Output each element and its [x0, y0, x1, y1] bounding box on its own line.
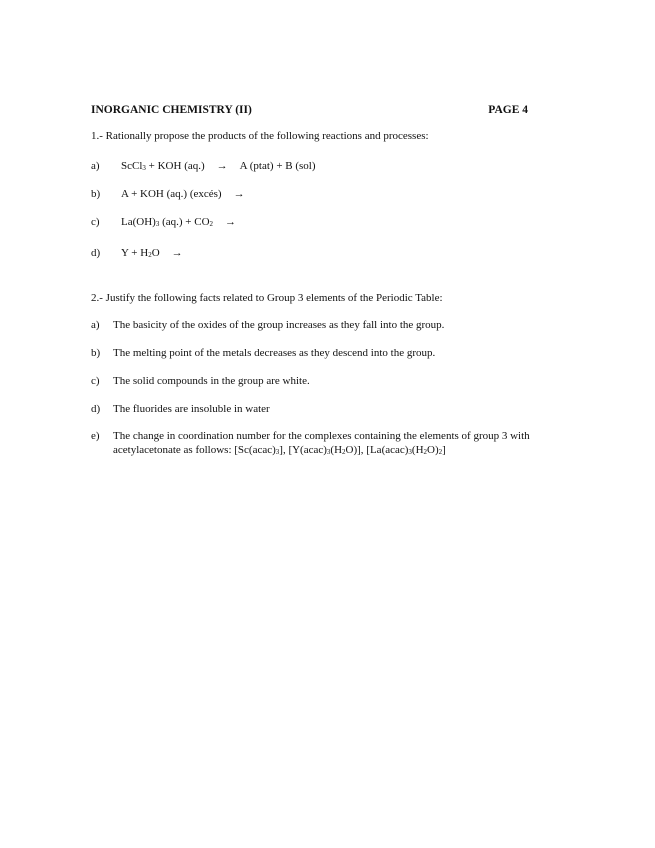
item-label: c) — [91, 375, 100, 387]
item-text: The basicity of the oxides of the group increases as they fall into the group. — [113, 319, 445, 331]
item-label: e) — [91, 430, 100, 442]
reaction-a: ScCl$_3$ + KOH (aq.) → A (ptat) + B (sol) — [121, 160, 316, 172]
question-1-title: 1.- Rationally propose the products of the following reactions and processes: — [91, 130, 429, 142]
reaction-arrow-icon: → — [216, 160, 228, 172]
reaction-arrow-icon: → — [171, 247, 183, 259]
item-text: The solid compounds in the group are white. — [113, 375, 310, 387]
item-label: d) — [91, 247, 101, 259]
reaction-d: $Y + H_2O$ → — [121, 247, 183, 259]
reaction-b: A + KOH (aq.) (excés) → — [121, 188, 245, 200]
item-text: The change in coordination number for the complexes containing the elements of group 3 with acetylacetonate as follows: $[Sc(acac)_3]$, $[Y(acac)_3(H_2O)]$, $[La(acac)_3(H_2O)_2]$ — [113, 430, 530, 456]
item-text: The melting point of the metals decreases as they descend into the group. — [113, 347, 436, 359]
item-label: a) — [91, 319, 100, 331]
question-2-title: 2.- Justify the following facts related to Group 3 elements of the Periodic Table: — [91, 292, 443, 304]
page-number: PAGE 4 — [488, 104, 528, 116]
document-title: INORGANIC CHEMISTRY (II) — [91, 104, 252, 116]
reaction-c: $La(OH)_3$ $(aq.) + CO_2$ → — [121, 216, 237, 228]
item-label: b) — [91, 188, 101, 200]
reaction-arrow-icon: → — [233, 188, 245, 200]
item-label: a) — [91, 160, 100, 172]
item-label: d) — [91, 403, 101, 415]
item-label: b) — [91, 347, 101, 359]
item-text: The fluorides are insoluble in water — [113, 403, 270, 415]
item-label: c) — [91, 216, 100, 228]
reaction-arrow-icon: → — [225, 216, 237, 228]
